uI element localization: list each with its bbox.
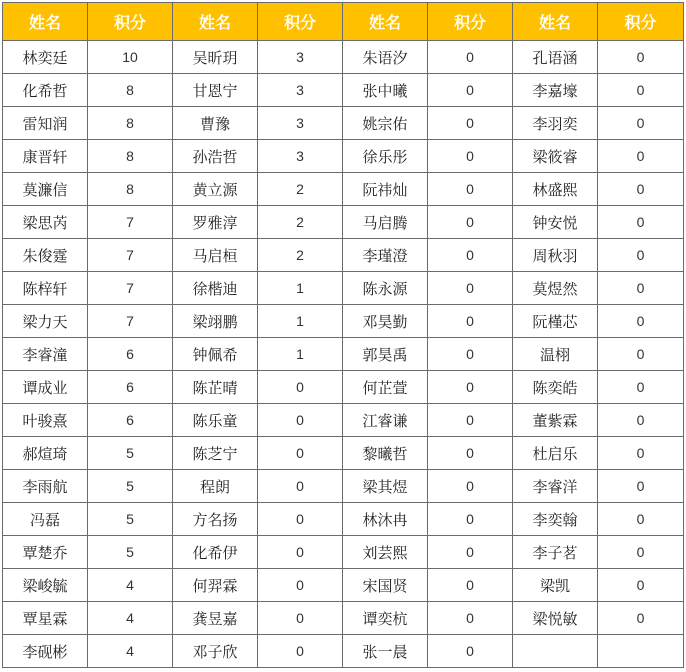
score-cell: 0 xyxy=(428,536,513,569)
name-cell: 刘芸熙 xyxy=(343,536,428,569)
score-cell: 0 xyxy=(598,338,684,371)
score-cell: 0 xyxy=(258,437,343,470)
score-cell: 0 xyxy=(258,470,343,503)
score-cell: 0 xyxy=(598,41,684,74)
name-cell: 梁思芮 xyxy=(3,206,88,239)
score-cell: 0 xyxy=(598,602,684,635)
name-cell: 邓子欣 xyxy=(173,635,258,668)
score-cell: 3 xyxy=(258,140,343,173)
score-cell: 0 xyxy=(428,635,513,668)
table-row xyxy=(3,206,684,239)
name-cell: 李奕翰 xyxy=(513,503,598,536)
score-cell: 0 xyxy=(428,41,513,74)
header-score-3: 积分 xyxy=(428,3,513,41)
score-cell: 0 xyxy=(428,371,513,404)
score-cell: 5 xyxy=(88,437,173,470)
score-cell: 0 xyxy=(258,404,343,437)
table-row xyxy=(3,338,684,371)
score-cell: 3 xyxy=(258,74,343,107)
score-cell: 0 xyxy=(428,206,513,239)
score-cell: 7 xyxy=(88,239,173,272)
table-row xyxy=(3,371,684,404)
score-cell: 6 xyxy=(88,338,173,371)
table-row xyxy=(3,602,684,635)
name-cell: 李嘉壕 xyxy=(513,74,598,107)
score-cell: 7 xyxy=(88,272,173,305)
name-cell: 何芷萱 xyxy=(343,371,428,404)
name-cell: 雷知润 xyxy=(3,107,88,140)
score-cell: 8 xyxy=(88,74,173,107)
table-row xyxy=(3,470,684,503)
name-cell: 李雨航 xyxy=(3,470,88,503)
name-cell: 梁其煜 xyxy=(343,470,428,503)
score-cell: 0 xyxy=(428,338,513,371)
score-cell: 4 xyxy=(88,569,173,602)
score-cell: 3 xyxy=(258,107,343,140)
name-cell xyxy=(513,635,598,668)
name-cell: 化希伊 xyxy=(173,536,258,569)
name-cell: 邓昊勤 xyxy=(343,305,428,338)
name-cell: 林奕廷 xyxy=(3,41,88,74)
score-cell: 0 xyxy=(598,437,684,470)
name-cell: 甘恩宁 xyxy=(173,74,258,107)
name-cell: 江睿谦 xyxy=(343,404,428,437)
table-row xyxy=(3,536,684,569)
score-cell xyxy=(598,635,684,668)
score-cell: 10 xyxy=(88,41,173,74)
score-cell: 0 xyxy=(598,239,684,272)
score-cell: 0 xyxy=(428,503,513,536)
score-cell: 0 xyxy=(258,371,343,404)
name-cell: 孙浩哲 xyxy=(173,140,258,173)
name-cell: 徐楷迪 xyxy=(173,272,258,305)
name-cell: 李子茗 xyxy=(513,536,598,569)
name-cell: 梁力天 xyxy=(3,305,88,338)
name-cell: 朱俊霆 xyxy=(3,239,88,272)
score-cell: 2 xyxy=(258,206,343,239)
score-cell: 7 xyxy=(88,305,173,338)
score-cell: 0 xyxy=(258,635,343,668)
table-row xyxy=(3,404,684,437)
name-cell: 林沐冉 xyxy=(343,503,428,536)
header-score-4: 积分 xyxy=(598,3,684,41)
score-cell: 0 xyxy=(598,371,684,404)
table-row xyxy=(3,107,684,140)
name-cell: 周秋羽 xyxy=(513,239,598,272)
score-cell: 0 xyxy=(428,239,513,272)
table-row xyxy=(3,272,684,305)
score-cell: 0 xyxy=(258,602,343,635)
score-cell: 1 xyxy=(258,338,343,371)
name-cell: 陈乐童 xyxy=(173,404,258,437)
name-cell: 陈奕皓 xyxy=(513,371,598,404)
score-cell: 7 xyxy=(88,206,173,239)
name-cell: 朱语汐 xyxy=(343,41,428,74)
score-cell: 5 xyxy=(88,503,173,536)
score-cell: 0 xyxy=(428,107,513,140)
name-cell: 钟安悦 xyxy=(513,206,598,239)
name-cell: 吴昕玥 xyxy=(173,41,258,74)
score-cell: 0 xyxy=(598,272,684,305)
header-name-3: 姓名 xyxy=(343,3,428,41)
table-row xyxy=(3,305,684,338)
name-cell: 康晋轩 xyxy=(3,140,88,173)
name-cell: 李砚彬 xyxy=(3,635,88,668)
score-cell: 0 xyxy=(598,470,684,503)
score-cell: 0 xyxy=(258,503,343,536)
table-row xyxy=(3,140,684,173)
table-row xyxy=(3,635,684,668)
name-cell: 陈永源 xyxy=(343,272,428,305)
score-cell: 0 xyxy=(598,140,684,173)
name-cell: 梁悦敏 xyxy=(513,602,598,635)
score-cell: 2 xyxy=(258,239,343,272)
table-row xyxy=(3,74,684,107)
header-name-1: 姓名 xyxy=(3,3,88,41)
score-cell: 0 xyxy=(598,74,684,107)
name-cell: 宋国贤 xyxy=(343,569,428,602)
name-cell: 郭昊禹 xyxy=(343,338,428,371)
name-cell: 陈芷晴 xyxy=(173,371,258,404)
header-score-1: 积分 xyxy=(88,3,173,41)
name-cell: 阮槿芯 xyxy=(513,305,598,338)
name-cell: 孔语涵 xyxy=(513,41,598,74)
name-cell: 徐乐彤 xyxy=(343,140,428,173)
header-name-4: 姓名 xyxy=(513,3,598,41)
name-cell: 阮祎灿 xyxy=(343,173,428,206)
header-name-2: 姓名 xyxy=(173,3,258,41)
header-row xyxy=(3,3,684,41)
score-cell: 5 xyxy=(88,536,173,569)
score-cell: 8 xyxy=(88,173,173,206)
name-cell: 董紫霖 xyxy=(513,404,598,437)
score-cell: 8 xyxy=(88,140,173,173)
score-table xyxy=(2,2,684,668)
name-cell: 李睿潼 xyxy=(3,338,88,371)
name-cell: 梁峻毓 xyxy=(3,569,88,602)
name-cell: 方名扬 xyxy=(173,503,258,536)
score-cell: 0 xyxy=(428,437,513,470)
name-cell: 张中曦 xyxy=(343,74,428,107)
table-row xyxy=(3,239,684,272)
score-cell: 0 xyxy=(598,107,684,140)
score-cell: 0 xyxy=(428,470,513,503)
name-cell: 程朗 xyxy=(173,470,258,503)
score-cell: 0 xyxy=(598,404,684,437)
score-cell: 0 xyxy=(258,569,343,602)
name-cell: 覃星霖 xyxy=(3,602,88,635)
table-row xyxy=(3,569,684,602)
name-cell: 钟佩希 xyxy=(173,338,258,371)
score-cell: 3 xyxy=(258,41,343,74)
table-row xyxy=(3,503,684,536)
name-cell: 化希哲 xyxy=(3,74,88,107)
name-cell: 黄立源 xyxy=(173,173,258,206)
score-cell: 6 xyxy=(88,404,173,437)
score-cell: 1 xyxy=(258,272,343,305)
name-cell: 何羿霖 xyxy=(173,569,258,602)
score-cell: 0 xyxy=(428,173,513,206)
score-cell: 6 xyxy=(88,371,173,404)
name-cell: 陈梓轩 xyxy=(3,272,88,305)
name-cell: 温栩 xyxy=(513,338,598,371)
name-cell: 杜启乐 xyxy=(513,437,598,470)
table-row xyxy=(3,41,684,74)
score-cell: 0 xyxy=(598,569,684,602)
score-cell: 5 xyxy=(88,470,173,503)
score-cell: 0 xyxy=(428,404,513,437)
name-cell: 曹豫 xyxy=(173,107,258,140)
score-cell: 8 xyxy=(88,107,173,140)
name-cell: 梁翊鹏 xyxy=(173,305,258,338)
score-cell: 0 xyxy=(428,272,513,305)
name-cell: 谭奕杭 xyxy=(343,602,428,635)
name-cell: 李瑾澄 xyxy=(343,239,428,272)
name-cell: 罗雅淳 xyxy=(173,206,258,239)
score-cell: 0 xyxy=(598,536,684,569)
score-cell: 0 xyxy=(598,173,684,206)
score-cell: 1 xyxy=(258,305,343,338)
score-cell: 0 xyxy=(258,536,343,569)
name-cell: 马启桓 xyxy=(173,239,258,272)
table-row xyxy=(3,173,684,206)
score-cell: 2 xyxy=(258,173,343,206)
score-cell: 4 xyxy=(88,602,173,635)
name-cell: 谭成业 xyxy=(3,371,88,404)
score-table-container xyxy=(2,2,684,668)
name-cell: 莫煜然 xyxy=(513,272,598,305)
name-cell: 梁筱睿 xyxy=(513,140,598,173)
score-cell: 0 xyxy=(428,305,513,338)
name-cell: 龚昱嘉 xyxy=(173,602,258,635)
name-cell: 姚宗佑 xyxy=(343,107,428,140)
score-cell: 0 xyxy=(428,140,513,173)
name-cell: 叶骏熹 xyxy=(3,404,88,437)
name-cell: 莫濂信 xyxy=(3,173,88,206)
score-cell: 0 xyxy=(428,602,513,635)
header-score-2: 积分 xyxy=(258,3,343,41)
name-cell: 马启腾 xyxy=(343,206,428,239)
name-cell: 梁凯 xyxy=(513,569,598,602)
score-cell: 0 xyxy=(598,206,684,239)
score-cell: 0 xyxy=(428,74,513,107)
score-cell: 0 xyxy=(598,305,684,338)
score-cell: 0 xyxy=(598,503,684,536)
name-cell: 陈芝宁 xyxy=(173,437,258,470)
name-cell: 李睿洋 xyxy=(513,470,598,503)
name-cell: 郝煊琦 xyxy=(3,437,88,470)
name-cell: 林盛熙 xyxy=(513,173,598,206)
name-cell: 李羽奕 xyxy=(513,107,598,140)
name-cell: 覃楚乔 xyxy=(3,536,88,569)
score-cell: 0 xyxy=(428,569,513,602)
name-cell: 冯磊 xyxy=(3,503,88,536)
name-cell: 张一晨 xyxy=(343,635,428,668)
name-cell: 黎曦哲 xyxy=(343,437,428,470)
score-cell: 4 xyxy=(88,635,173,668)
table-row xyxy=(3,437,684,470)
